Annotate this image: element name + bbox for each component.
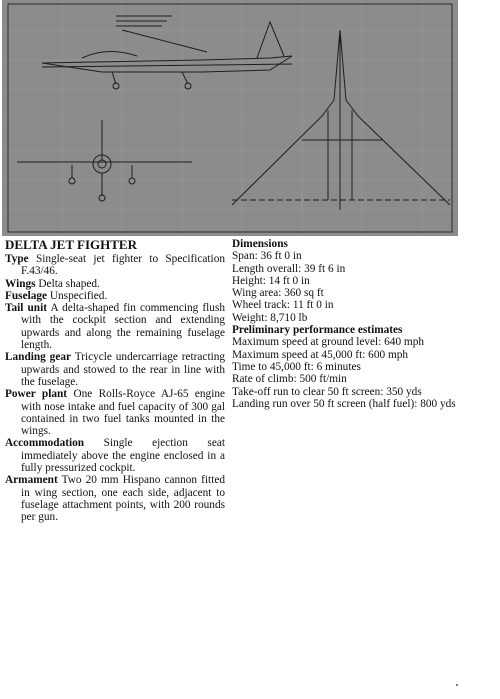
dimensions-heading: Dimensions [232, 238, 288, 250]
spec-text: Delta shaped. [38, 277, 100, 290]
spec-text: One Rolls-Royce AJ-65 engine with nose intake and fuel capacity of 300 gal contained in two fuel tanks mounted in the wings. [21, 388, 225, 438]
spec-label: Power plant [5, 388, 68, 401]
spec-wings [5, 278, 225, 290]
spec-text: Single ejection seat immediately above the engine enclosed in a fully pressurized cockpit. [21, 437, 225, 475]
spec-label: Landing gear [5, 351, 72, 364]
spec-text: Unspecified. [49, 289, 108, 302]
spec-label: Accommodation [5, 437, 85, 450]
spec-power-plant [5, 388, 225, 437]
spec-type [5, 253, 225, 278]
performance-item: Take-off run to clear 50 ft screen: 350 yds [232, 385, 422, 398]
dimension-item: Span: 36 ft 0 in [232, 250, 302, 263]
spec-label: Type [5, 253, 29, 265]
spec-text: Single-seat jet fighter to Specification F.43/46. [21, 253, 225, 278]
aircraft-title: DELTA JET FIGHTER [5, 237, 137, 252]
spec-column [5, 238, 225, 524]
spec-label: Wings [5, 277, 36, 290]
dimension-item: Weight: 8,710 lb [232, 311, 308, 324]
dimension-item: Wheel track: 11 ft 0 in [232, 299, 334, 312]
spec-landing-gear [5, 351, 225, 388]
spec-label: Tail unit [5, 302, 47, 315]
performance-item: Time to 45,000 ft: 6 minutes [232, 360, 361, 373]
spec-text: Two 20 mm Hispano cannon fitted in wing section, one each side, adjacent to fuselage attachment points, with 200 rounds per gun. [21, 474, 226, 524]
spec-label: Armament [5, 474, 58, 487]
spec-armament [5, 474, 225, 523]
spec-tail-unit [5, 302, 225, 351]
dimension-item: Length overall: 39 ft 6 in [232, 262, 346, 275]
dimensions-column [232, 238, 487, 410]
spec-text: Tricycle undercarriage retracting upwards and stowed to the rear in line with the fuselage. [21, 351, 226, 388]
dimension-item: Wing area: 360 sq ft [232, 287, 324, 300]
performance-heading: Preliminary performance estimates [232, 324, 403, 337]
performance-item: Maximum speed at 45,000 ft: 600 mph [232, 348, 409, 361]
spec-text: A delta-shaped fin commencing flush with the cockpit section and extending upwards and along the remaining fuselage length. [21, 302, 225, 352]
performance-item: Landing run over 50 ft screen (half fuel): 800 yds [232, 397, 456, 410]
blueprint-drawing [2, 0, 458, 236]
spec-label: Fuselage [5, 289, 48, 302]
performance-item: Maximum speed at ground level: 640 mph [232, 336, 425, 349]
spec-fuselage [5, 290, 225, 302]
performance-item: Rate of climb: 500 ft/min [232, 373, 347, 386]
spec-accommodation [5, 437, 225, 474]
page-speck [456, 684, 458, 686]
dimension-item: Height: 14 ft 0 in [232, 274, 310, 287]
